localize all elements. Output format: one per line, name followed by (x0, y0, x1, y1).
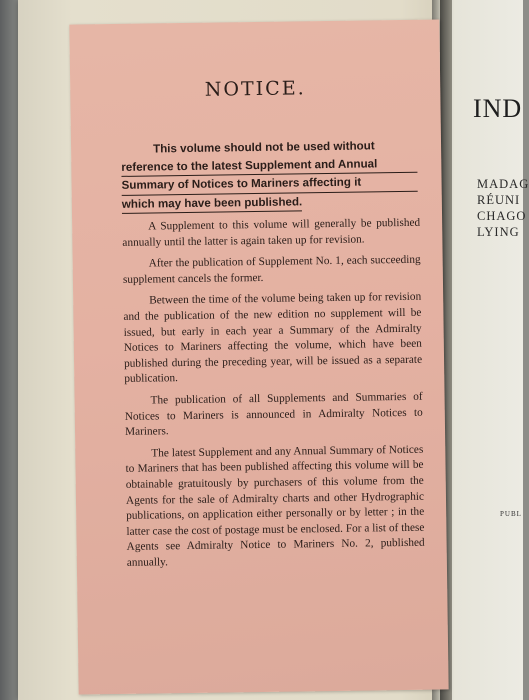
facing-page-footer: PUBL (500, 510, 522, 518)
facing-page-line: RÉUNI (477, 193, 521, 207)
facing-page-line: MADAG (477, 177, 529, 191)
facing-page-line: CHAGO (477, 209, 527, 223)
notice-paragraph: The publication of all Supplements and Summaries of Notices to Mariners is announced in Admiralty Notices to Mariners. (124, 390, 423, 439)
warning-line: which may have been published. (122, 193, 303, 214)
notice-paragraph: A Supplement to this volume will generally be published annually until the latter is again taken up for revision. (122, 216, 421, 249)
warning-line: Summary of Notices to Mariners affecting it (121, 173, 417, 196)
facing-page-place-list (477, 176, 529, 240)
notice-body (122, 216, 425, 578)
facing-page-title: IND (473, 94, 523, 123)
notice-paragraph: Between the time of the volume being taken up for revision and the publication of the new edition no supplement will be issued, but early in each year a Summary of the Admiralty Notices to Mariners affecting the volume, which have been published during the preceding year, will be issued as a separate publication. (123, 291, 423, 386)
notice-paragraph: After the publication of Supplement No. 1, each succeeding supplement cancels the former. (122, 253, 421, 286)
warning-line: This volume should not be used without (152, 139, 375, 156)
warning-line: reference to the latest Supplement and Annual (121, 154, 417, 177)
facing-page-line: LYING (477, 225, 520, 239)
warning-block (121, 137, 418, 214)
notice-title: NOTICE. (204, 77, 306, 101)
notice-slip (69, 19, 448, 694)
notice-paragraph: The latest Supplement and any Annual Summary of Notices to Mariners that has been published affecting this volume will be obtainable gratuitously by purchasers of this volume from the Agents for the sale of Admiralty charts and other Hydrographic publications, on application either personally or by letter ; in the latter case the cost of postage must be enclosed. For a list of these Agents see Admiralty Notice to Mariners No. 2, published annually. (125, 443, 425, 569)
